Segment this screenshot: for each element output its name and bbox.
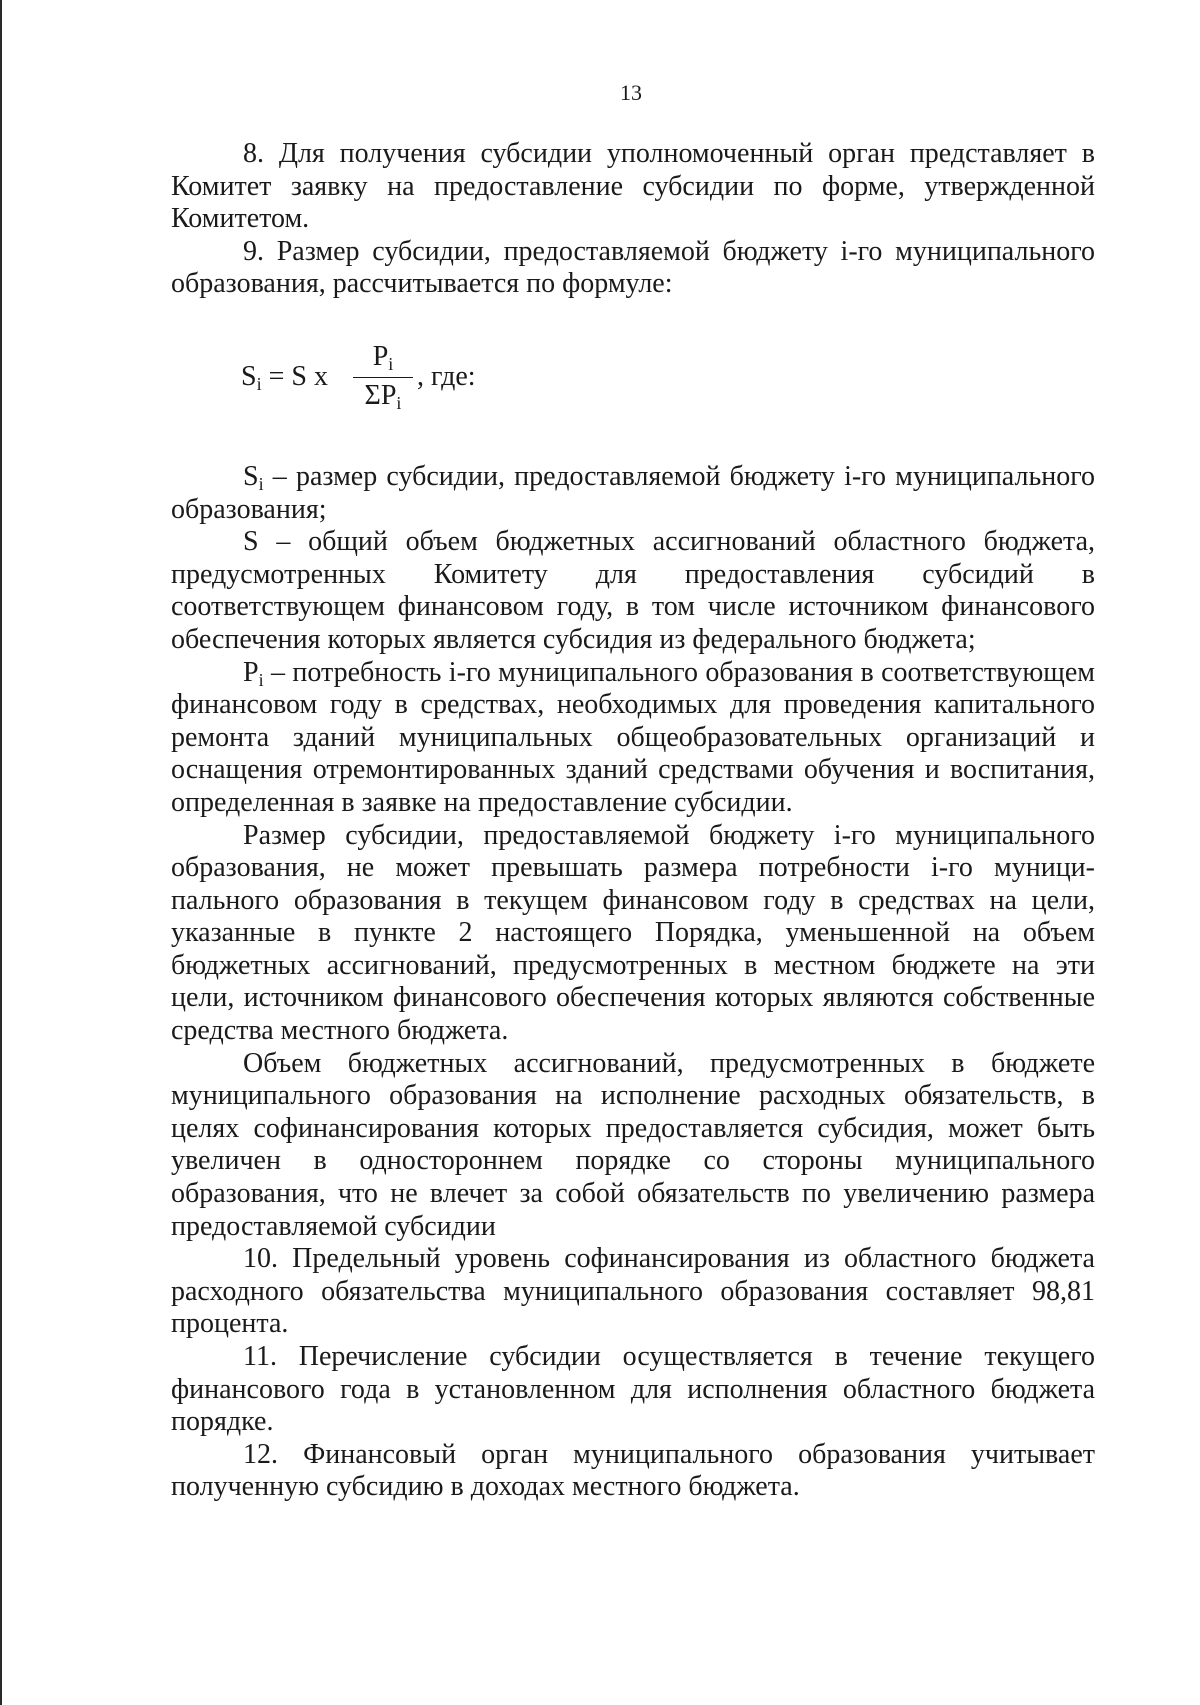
paragraph-8: 8. Для получения субсидии уполномоченный орган представляет в Комитет заявку на предоставление субсидии по форме, утвержденной Комитетом. [171,138,1095,235]
document-body [171,138,1095,1504]
fraction-bar [353,377,413,379]
definition-s: S – общий объем бюджетных ассигнований областного бюджета, предусмотренных Комитету для предоставления субсидий в соответствующем финансовом году, в том числе источником финансового обеспечения которых является субсидия из федерального бюджета; [171,526,1095,655]
paragraph-subsidy-limit: Размер субсидии, предоставляемой бюджету i-го муниципального образования, не может превышать размера потребности i-го муници-пального образования в текущем финансовом году в средствах на цели, указанные в пункте 2 настоящего Порядка, уменьшенной на объем бюджетных ассигнований, предусмотренных в местном бюджете на эти цели, источником финансового обеспечения которых являются собственные средства местного бюджета. [171,819,1095,1047]
formula-lhs: $S_i = S$ x [241,360,335,394]
formula-numerator: $P_i$ [372,340,394,374]
definition-si: $S_i$ – размер субсидии, предоставляемой бюджету i-го муниципального образования; [171,460,1095,525]
paragraph-11: 11. Перечисление субсидии осуществляется в течение текущего финансового года в установленном для исполнения областного бюджета порядке. [171,1341,1095,1438]
formula-suffix: , где: [417,360,476,392]
definition-pi: $P_i$ – потребность i-го муниципального образования в соответствующем финансовом году в средствах, необходимых для проведения капитального ремонта зданий муниципальных общеобразовательных организаций и оснащения отремонтированных зданий средствами обучения и воспитания, определенная в заявке на предоставление субсидии. [171,656,1095,818]
scan-edge-line [0,0,2,1705]
formula-denominator: $\Sigma P_i$ [364,380,402,414]
subsidy-formula [241,341,1095,421]
paragraph-9: 9. Размер субсидии, предоставляемой бюджету i-го муниципального образования, рассчитывается по формуле: [171,235,1095,300]
page-number: 13 [620,80,642,105]
formula-fraction [353,341,413,413]
paragraph-12: 12. Финансовый орган муниципального образования учитывает полученную субсидию в доходах местного бюджета. [171,1438,1095,1503]
paragraph-10: 10. Предельный уровень софинансирования из областного бюджета расходного обязательства муниципального образования составляет 98,81 процента. [171,1243,1095,1340]
paragraph-budget-allocation: Объем бюджетных ассигнований, предусмотренных в бюджете муниципального образования на исполнение расходных обязательств, в целях софинансирования которых предоставляется субсидия, может быть увеличен в одностороннем порядке со стороны муниципального образования, что не влечет за собой обязательств по увеличению размера предоставляемой субсидии [171,1047,1095,1242]
